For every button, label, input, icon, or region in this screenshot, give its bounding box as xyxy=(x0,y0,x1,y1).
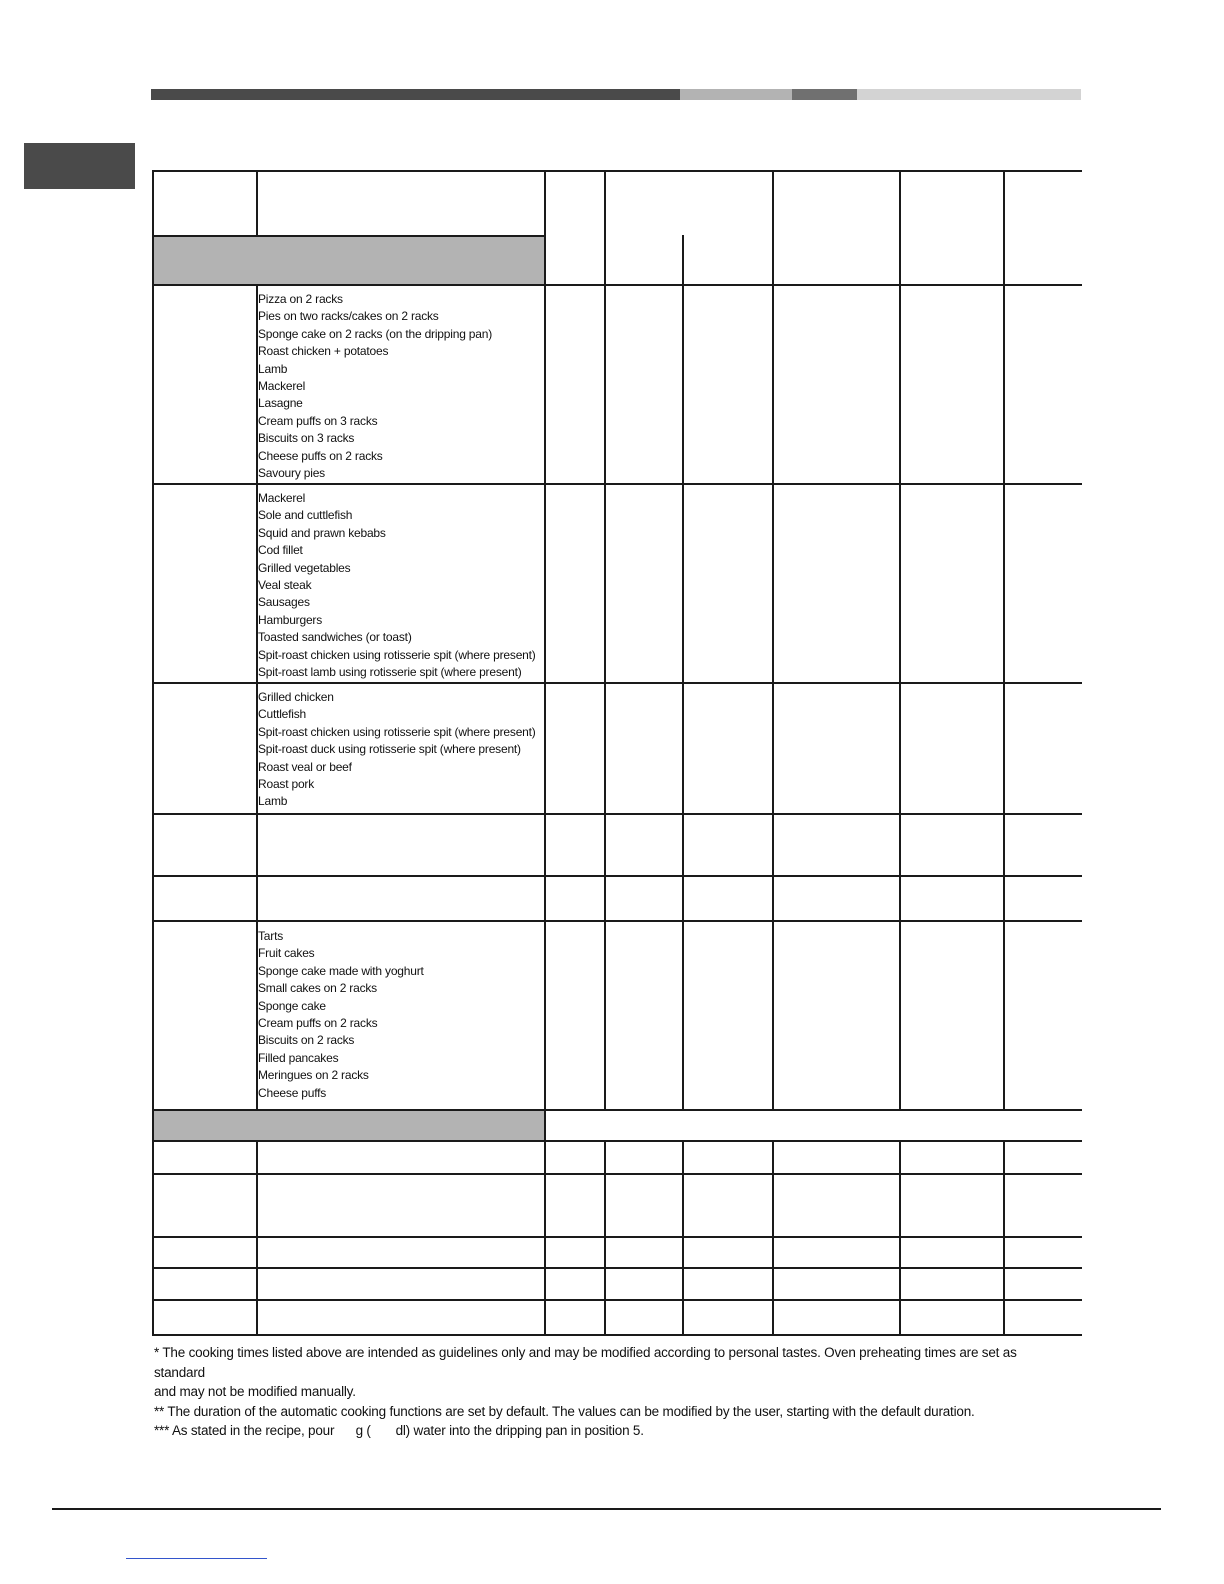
footnote-1-line-2: and may not be modified manually. xyxy=(154,1384,356,1399)
food-item: Tarts xyxy=(258,929,284,943)
food-item: Sausages xyxy=(258,595,310,610)
footnote-2: ** The duration of the automatic cooking functions are set by default. The values can be modified by the user, starting with the default duration. xyxy=(154,1403,975,1419)
food-item: Pies on two racks/cakes on 2 racks xyxy=(258,309,439,324)
food-item: Spit-roast duck using rotisserie spit (where present) xyxy=(258,742,521,757)
food-list-group-4 xyxy=(258,928,424,1102)
food-item: Grilled vegetables xyxy=(258,560,351,575)
food-item: Cheese puffs xyxy=(258,1085,327,1100)
food-item: Lamb xyxy=(258,794,288,809)
food-list-group-3 xyxy=(258,689,536,811)
food-item: Cream puffs on 3 racks xyxy=(258,413,378,428)
food-item: Cream puffs on 2 racks xyxy=(258,1016,378,1031)
footer-link-underline[interactable] xyxy=(126,1558,267,1559)
footer-rule xyxy=(52,1508,1161,1510)
food-item: Cheese puffs on 2 racks xyxy=(258,448,383,463)
food-item: Toasted sandwiches (or toast) xyxy=(258,630,412,645)
food-item: Meringues on 2 racks xyxy=(258,1068,369,1083)
food-item: Squid and prawn kebabs xyxy=(258,525,386,540)
food-item: Veal steak xyxy=(258,578,312,593)
food-item: Spit-roast chicken using rotisserie spit (where present) xyxy=(258,647,536,662)
food-item: Lasagne xyxy=(258,396,303,411)
food-item: Small cakes on 2 racks xyxy=(258,981,377,996)
food-list-group-1 xyxy=(258,291,492,482)
section-header-band-2 xyxy=(153,1110,544,1140)
food-item: Sponge cake made with yoghurt xyxy=(258,963,424,978)
food-item: Hamburgers xyxy=(258,612,323,627)
food-item: Roast chicken + potatoes xyxy=(258,344,389,359)
food-item: Sponge cake on 2 racks (on the dripping pan) xyxy=(258,326,493,341)
food-item: Roast veal or beef xyxy=(258,759,352,774)
food-item: Spit-roast chicken using rotisserie spit (where present) xyxy=(258,724,536,739)
food-item: Spit-roast lamb using rotisserie spit (where present) xyxy=(258,665,522,680)
food-item: Pizza on 2 racks xyxy=(258,292,343,306)
food-item: Biscuits on 2 racks xyxy=(258,1033,355,1048)
footnote-3: *** As stated in the recipe, pour g ( dl) water into the dripping pan in position 5. xyxy=(154,1423,644,1438)
section-header-band-1 xyxy=(153,236,544,284)
food-item: Grilled chicken xyxy=(258,690,334,704)
footnotes xyxy=(154,1343,1054,1441)
food-item: Sponge cake xyxy=(258,998,326,1013)
food-item: Lamb xyxy=(258,361,288,376)
food-item: Filled pancakes xyxy=(258,1050,339,1065)
footnote-1-line-1: * The cooking times listed above are intended as guidelines only and may be modified according to personal tastes. Oven preheating times are set as standard xyxy=(154,1345,1017,1380)
food-item: Biscuits on 3 racks xyxy=(258,431,355,446)
food-item: Savoury pies xyxy=(258,466,325,481)
food-item: Mackerel xyxy=(258,379,306,394)
food-item: Mackerel xyxy=(258,491,306,505)
food-list-group-2 xyxy=(258,490,536,681)
food-item: Roast pork xyxy=(258,777,315,792)
food-item: Cod fillet xyxy=(258,543,303,558)
food-item: Cuttlefish xyxy=(258,707,307,722)
food-item: Fruit cakes xyxy=(258,946,315,961)
food-item: Sole and cuttlefish xyxy=(258,508,353,523)
